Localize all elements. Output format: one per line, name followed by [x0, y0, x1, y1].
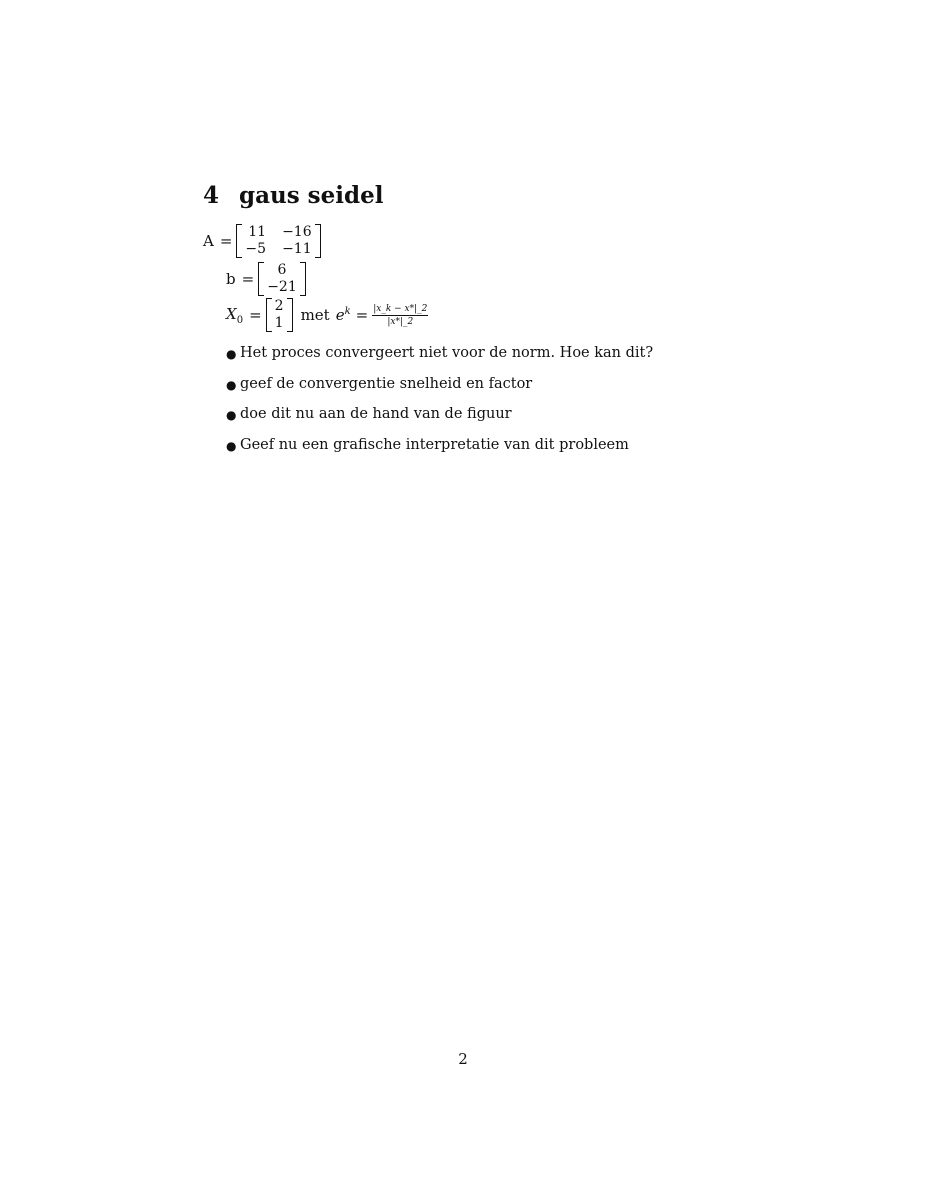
x0-subscript: 0 — [236, 314, 244, 326]
fraction-denominator: |x*|_2 — [387, 316, 414, 327]
list-item-text: doe dit nu aan de hand van de figuur — [240, 406, 512, 422]
right-bracket — [315, 224, 321, 258]
page-number: 2 — [458, 1050, 468, 1068]
right-bracket — [300, 262, 306, 296]
section-number: 4 — [203, 182, 220, 209]
vector-b-cell: 6 — [277, 262, 287, 278]
list-item — [226, 376, 653, 407]
list-item — [226, 406, 653, 437]
equals-sign: = — [355, 306, 369, 324]
error-symbol — [336, 306, 351, 324]
question-list — [226, 345, 653, 467]
met-text: met — [300, 306, 330, 324]
right-bracket — [287, 298, 293, 332]
section-heading — [203, 182, 383, 209]
error-base: e — [335, 306, 345, 324]
vector-x0-cells — [272, 298, 287, 332]
vector-x0-cell: 1 — [274, 315, 284, 331]
vector-b-cells — [264, 262, 300, 296]
section-title: gaus seidel — [239, 182, 384, 209]
error-superscript: k — [344, 306, 351, 317]
bullet-icon: ● — [226, 347, 237, 361]
vector-x0-equation — [226, 298, 428, 332]
error-fraction — [372, 304, 428, 327]
bullet-icon: ● — [226, 377, 237, 392]
matrix-a-cell: −11 — [282, 241, 312, 257]
list-item — [226, 437, 653, 468]
x0-base: X — [226, 304, 237, 323]
list-item-text: Geef nu een grafische interpretatie van dit probleem — [240, 436, 629, 453]
equals-sign: = — [219, 232, 233, 250]
list-item-text: geef de convergentie snelheid en factor — [240, 375, 533, 392]
equals-sign: = — [241, 270, 255, 288]
vector-b-equation — [226, 262, 306, 296]
matrix-a-label: A — [203, 232, 214, 250]
vector-b-cell: −21 — [267, 279, 297, 295]
vector-b-label: b — [226, 270, 236, 288]
matrix-a — [236, 224, 320, 258]
matrix-a-cells — [242, 224, 314, 258]
vector-b — [258, 262, 306, 296]
matrix-a-cell: −5 — [245, 241, 267, 257]
matrix-a-cell: −16 — [282, 224, 312, 240]
list-item — [226, 345, 653, 376]
vector-x0-cell: 2 — [274, 298, 284, 314]
matrix-a-equation — [203, 224, 321, 258]
list-item-text: Het proces convergeert niet voor de norm. Hoe kan dit? — [240, 345, 654, 361]
fraction-numerator: |x_k − x*|_2 — [373, 303, 428, 314]
equals-sign: = — [249, 306, 262, 324]
matrix-a-cell: 11 — [248, 224, 267, 240]
bullet-icon: ● — [226, 408, 237, 422]
bullet-icon: ● — [226, 438, 237, 453]
vector-x0 — [266, 298, 293, 332]
vector-x0-label — [226, 305, 243, 326]
